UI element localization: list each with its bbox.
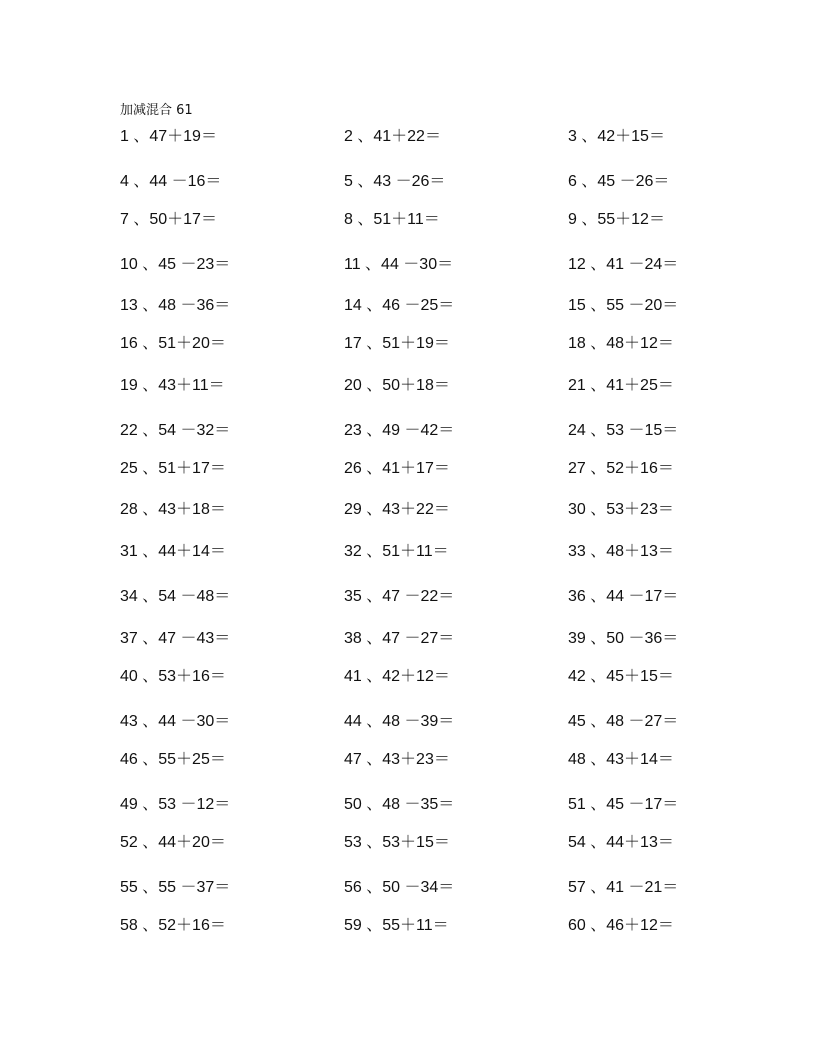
- problem-item: 55 、55 －37＝: [120, 879, 231, 896]
- problem-item: 11 、44 －30＝: [344, 256, 454, 273]
- problem-item: 59 、55＋11＝: [344, 917, 449, 934]
- problem-item: 52 、44＋20＝: [120, 834, 226, 851]
- problem-item: 27 、52＋16＝: [568, 460, 674, 477]
- problem-item: 22 、54 －32＝: [120, 422, 231, 439]
- problem-item: 36 、44 －17＝: [568, 588, 679, 605]
- problem-item: 6 、45 －26＝: [568, 173, 670, 190]
- page-title: 加减混合 61: [120, 103, 193, 118]
- problem-item: 7 、50＋17＝: [120, 211, 217, 228]
- problem-item: 53 、53＋15＝: [344, 834, 450, 851]
- problem-item: 43 、44 －30＝: [120, 713, 231, 730]
- problem-item: 17 、51＋19＝: [344, 335, 450, 352]
- problem-item: 4 、44 －16＝: [120, 173, 222, 190]
- problem-item: 39 、50 －36＝: [568, 630, 679, 647]
- problem-item: 56 、50 －34＝: [344, 879, 455, 896]
- problem-item: 13 、48 －36＝: [120, 297, 231, 314]
- problem-item: 10 、45 －23＝: [120, 256, 231, 273]
- problem-item: 9 、55＋12＝: [568, 211, 665, 228]
- problem-item: 14 、46 －25＝: [344, 297, 455, 314]
- problem-item: 49 、53 －12＝: [120, 796, 231, 813]
- problem-item: 28 、43＋18＝: [120, 501, 226, 518]
- problem-item: 40 、53＋16＝: [120, 668, 226, 685]
- problem-item: 32 、51＋11＝: [344, 543, 449, 560]
- problem-item: 44 、48 －39＝: [344, 713, 455, 730]
- problem-item: 30 、53＋23＝: [568, 501, 674, 518]
- problem-item: 26 、41＋17＝: [344, 460, 450, 477]
- problem-item: 20 、50＋18＝: [344, 377, 450, 394]
- problem-item: 12 、41 －24＝: [568, 256, 679, 273]
- problem-item: 48 、43＋14＝: [568, 751, 674, 768]
- problem-item: 47 、43＋23＝: [344, 751, 450, 768]
- problem-item: 58 、52＋16＝: [120, 917, 226, 934]
- problem-item: 1 、47＋19＝: [120, 128, 217, 145]
- problem-item: 21 、41＋25＝: [568, 377, 674, 394]
- problem-item: 16 、51＋20＝: [120, 335, 226, 352]
- problem-item: 8 、51＋11＝: [344, 211, 440, 228]
- problem-item: 23 、49 －42＝: [344, 422, 455, 439]
- problem-item: 50 、48 －35＝: [344, 796, 455, 813]
- problem-item: 38 、47 －27＝: [344, 630, 455, 647]
- problem-item: 46 、55＋25＝: [120, 751, 226, 768]
- problem-item: 34 、54 －48＝: [120, 588, 231, 605]
- problem-item: 29 、43＋22＝: [344, 501, 450, 518]
- problem-item: 31 、44＋14＝: [120, 543, 226, 560]
- problem-item: 45 、48 －27＝: [568, 713, 679, 730]
- problem-item: 54 、44＋13＝: [568, 834, 674, 851]
- problem-item: 5 、43 －26＝: [344, 173, 446, 190]
- problem-item: 2 、41＋22＝: [344, 128, 441, 145]
- problem-item: 60 、46＋12＝: [568, 917, 674, 934]
- problem-item: 15 、55 －20＝: [568, 297, 679, 314]
- problem-item: 42 、45＋15＝: [568, 668, 674, 685]
- problem-item: 35 、47 －22＝: [344, 588, 455, 605]
- problem-item: 41 、42＋12＝: [344, 668, 450, 685]
- problem-item: 51 、45 －17＝: [568, 796, 679, 813]
- problem-item: 18 、48＋12＝: [568, 335, 674, 352]
- problem-item: 25 、51＋17＝: [120, 460, 226, 477]
- problem-item: 37 、47 －43＝: [120, 630, 231, 647]
- problem-item: 19 、43＋11＝: [120, 377, 225, 394]
- problem-item: 3 、42＋15＝: [568, 128, 665, 145]
- problem-item: 24 、53 －15＝: [568, 422, 679, 439]
- problem-item: 57 、41 －21＝: [568, 879, 679, 896]
- problem-item: 33 、48＋13＝: [568, 543, 674, 560]
